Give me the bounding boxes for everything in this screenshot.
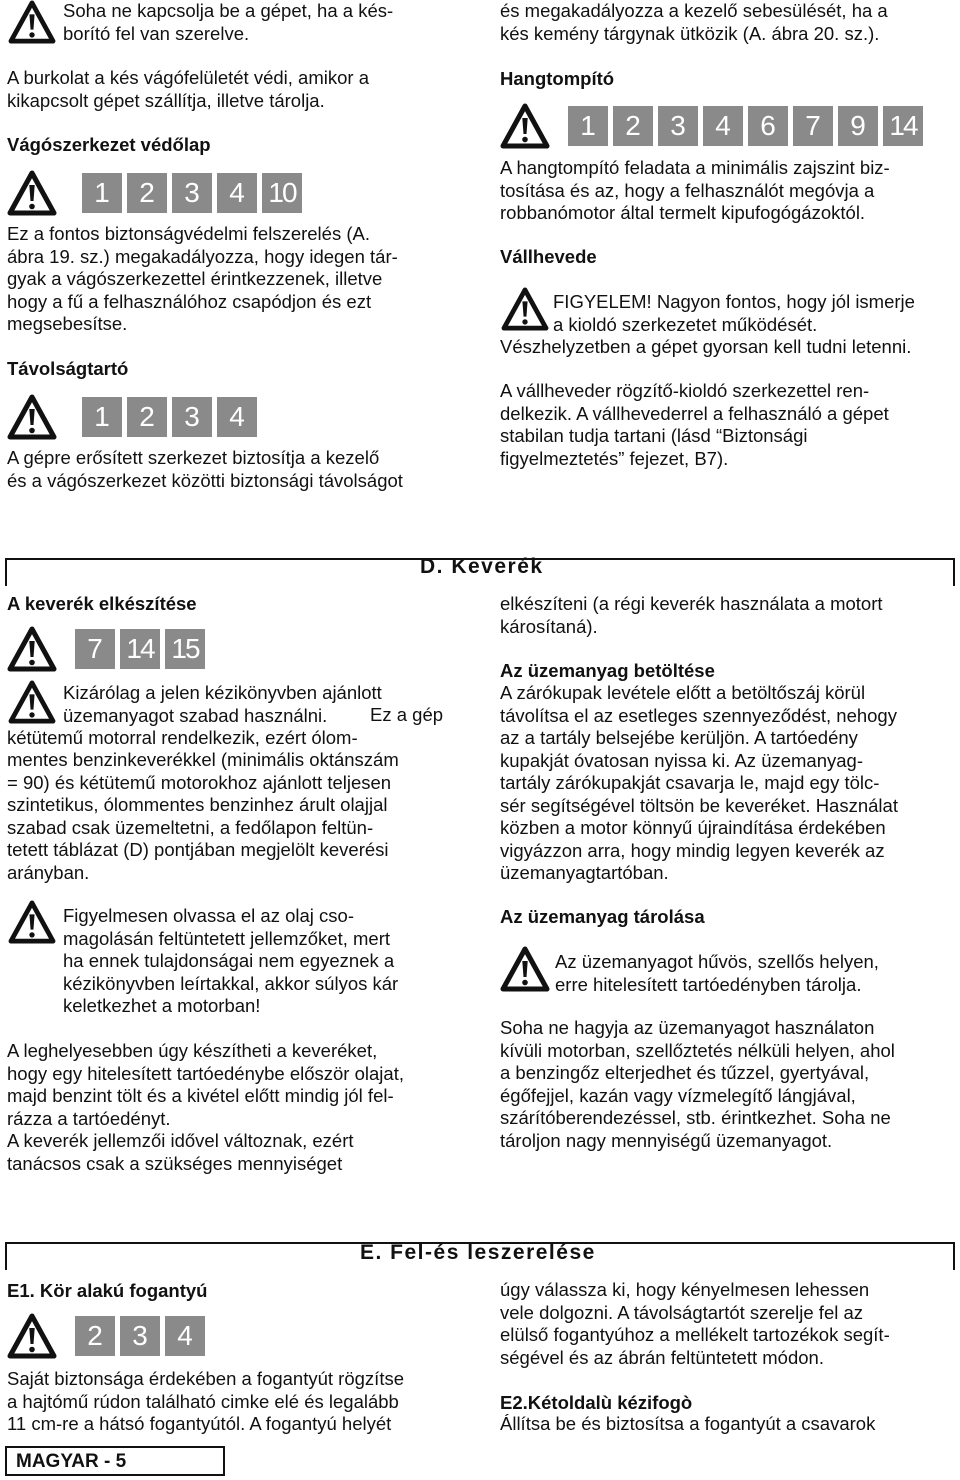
ref-number-box: 2 xyxy=(75,1316,115,1356)
ref-number-box: 1 xyxy=(82,173,122,213)
heading-muffler: Hangtompító xyxy=(500,68,615,89)
ref-number-box: 2 xyxy=(127,397,167,437)
section-e-title: E. Fel-és leszerelése xyxy=(360,1241,596,1264)
mix-warning-lead: Kizárólag a jelen kézikönyvben ajánlott üzemanyagot szabad használni. xyxy=(63,682,382,726)
ref-number-box: 3 xyxy=(658,106,698,146)
ref-number-box: 9 xyxy=(838,106,878,146)
muffler-symbol-row xyxy=(500,103,928,149)
mix-continuation-text: elkészíteni (a régi keverék használata a motort károsítaná). xyxy=(500,593,883,637)
harness-text-emergency: Vészhelyzetben a gépet gyorsan kell tudni letenni. xyxy=(500,336,912,357)
oil-warning-block xyxy=(7,905,477,1018)
warning-triangle-icon xyxy=(7,394,57,440)
cover-paragraph: A burkolat a kés vágófelületét védi, amikor a kikapcsolt gépet szállítja, illetve tárolja. xyxy=(7,67,369,111)
double-handle-text: Állítsa be és biztosítsa a fogantyút a csavarok xyxy=(500,1413,876,1434)
fuel-storage-warning-text: Az üzemanyagot hűvös, szellős helyen, erre hitelesített tartóedényben tárolja. xyxy=(555,951,879,995)
ref-number-box: 10 xyxy=(262,173,302,213)
ref-number-box: 14 xyxy=(120,629,160,669)
ref-number-box: 3 xyxy=(120,1316,160,1356)
ref-number-box: 14 xyxy=(883,106,923,146)
blade-guard-text: Ez a fontos biztonságvédelmi felszerelés (A. ábra 19. sz.) megakadályozza, hogy idegen tár- gyak a vágószerkezettel érintkezzenek, illetve hogy a fű a felhasználóhoz csapódjon és ezt megsebesítse. xyxy=(7,223,398,334)
ref-number-box: 4 xyxy=(217,173,257,213)
mix-engine-text: Ez a gép kétütemű motorral rendelkezik, ezért ólom- mentes benzinkeverékkel (minimális oktánszám = 90) és kétütemű motorokhoz ajánlott teljesen szintetikus, ólommentes benzinhez árult olajjal szabad csak üzemeltetni, a fedőlapon feltün- tetett táblázat (D) pontjában megjelölt keverési arányban. xyxy=(7,704,444,883)
warning-triangle-icon xyxy=(7,170,57,216)
spacer-symbol-row xyxy=(7,394,262,440)
ref-number-box: 15 xyxy=(165,629,205,669)
harness-warning-text: FIGYELEM! Nagyon fontos, hogy jól ismerje a kioldó szerkezetet működését. xyxy=(553,291,915,335)
ref-number-box: 2 xyxy=(127,173,167,213)
loop-handle-text: Saját biztonsága érdekében a fogantyút rögzítse a hajtómű rúdon található cimke elé és legalább 11 cm-re a hátsó fogantyútól. A fogantyú helyét xyxy=(7,1368,404,1434)
page-footer-label: MAGYAR - 5 xyxy=(5,1446,225,1476)
heading-fuel-filling: Az üzemanyag betöltése xyxy=(500,660,715,681)
harness-text-release: A vállheveder rögzítő-kioldó szerkezettel ren- delkezik. A vállhevederrel a felhasználó a gépet stabilan tudja tartani (lásd “Biztonsági figyelmeztetés” fejezet, B7). xyxy=(500,380,889,469)
warning-triangle-icon xyxy=(7,626,57,672)
ref-number-box: 1 xyxy=(568,106,608,146)
muffler-text: A hangtompító feladata a minimális zajszint biz- tosítása és az, hogy a felhasználót megóvja a robbanómotor által termelt kipufogógázoktól. xyxy=(500,157,890,223)
heading-blade-guard: Vágószerkezet védőlap xyxy=(7,134,211,155)
section-d-title: D. Keverék xyxy=(420,555,544,578)
ref-number-box: 3 xyxy=(172,397,212,437)
mix-symbol-row xyxy=(7,626,210,672)
spacer-text: A gépre erősített szerkezet biztosítja a kezelő és a vágószerkezet közötti biztonsági távolságot xyxy=(7,447,403,491)
mix-best-practice-text: A leghelyesebben úgy készítheti a keveréket, hogy egy hitelesített tartóedénybe először olajat, majd benzint tölt és a kivétel előtt mindig jól fel- rázza a tartóedényt. A keverék jellemzői idővel változnak, ezért tanácsos csak a szükséges mennyiséget xyxy=(7,1040,404,1174)
ref-number-box: 7 xyxy=(793,106,833,146)
blade-guard-symbol-row xyxy=(7,170,307,216)
fuel-storage-text: Soha ne hagyja az üzemanyagot használaton kívüli motorban, szellőztetés nélküli helyen, ahol a benzingőz elterjedhet és tűzzel, gyertyával, égőfejjel, kazán vagy vízmelegítő lángjával, szárítóberendezéssel, stb. érintkezhet. Soha ne tároljon nagy mennyiségű üzemanyagot. xyxy=(500,1017,895,1151)
ref-number-box: 4 xyxy=(165,1316,205,1356)
heading-double-handle: E2.Kétoldalù kézifogò xyxy=(500,1392,693,1413)
ref-number-box: 3 xyxy=(172,173,212,213)
ref-number-box: 6 xyxy=(748,106,788,146)
fuel-filling-text: A zárókupak levétele előtt a betöltőszáj körül távolítsa el az esetleges szennyeződést, nehogy az a tartály belsejébe kerüljön. A tartóedény kupakját óvatosan nyissa ki. Az üzemanyag- tartály zárókupakját csavarja le, majd egy tölc- sér segítségével töltsön be keveréket. Használat közben a motor könnyű újraindítása érdekében vigyázzon arra, hogy mindig legyen keverék az üzemanyagtartóban. xyxy=(500,682,898,883)
warning-triangle-icon xyxy=(500,946,550,992)
heading-harness: Vállhevede xyxy=(500,246,597,267)
warning-triangle-icon xyxy=(500,287,550,331)
spacer-continuation-text: és megakadályozza a kezelő sebesülését, ha a kés kemény tárgynak ütközik (A. ábra 20. sz.). xyxy=(500,0,888,44)
heading-loop-handle: E1. Kör alakú fogantyú xyxy=(7,1280,208,1301)
ref-number-box: 4 xyxy=(703,106,743,146)
ref-number-box: 7 xyxy=(75,629,115,669)
warning-triangle-icon xyxy=(500,103,550,149)
heading-mix-preparation: A keverék elkészítése xyxy=(7,593,197,614)
heading-fuel-storage: Az üzemanyag tárolása xyxy=(500,906,705,927)
ref-number-box: 1 xyxy=(82,397,122,437)
knife-cover-warning-text: Soha ne kapcsolja be a gépet, ha a kés- borító fel van szerelve. xyxy=(63,0,394,44)
oil-warning-text: Figyelmesen olvassa el az olaj cso- magolásán feltüntetett jellemzőket, mert ha ennek tulajdonságai nem egyeznek a kézikönyvben leírtakkal, akkor súlyos kár keletkezhet a motorban! xyxy=(63,905,399,1016)
warning-triangle-icon xyxy=(7,1313,57,1359)
warning-triangle-icon xyxy=(7,0,57,44)
loop-handle-symbol-row xyxy=(7,1313,210,1359)
ref-number-box: 2 xyxy=(613,106,653,146)
ref-number-box: 4 xyxy=(217,397,257,437)
loop-handle-continuation-text: úgy válassza ki, hogy kényelmesen lehessen vele dolgozni. A távolságtartót szerelje fel az elülső fogantyúhoz a mellékelt tartozékok segít- ségével és az ábrán feltüntetett módon. xyxy=(500,1279,890,1368)
heading-spacer: Távolságtartó xyxy=(7,358,129,379)
